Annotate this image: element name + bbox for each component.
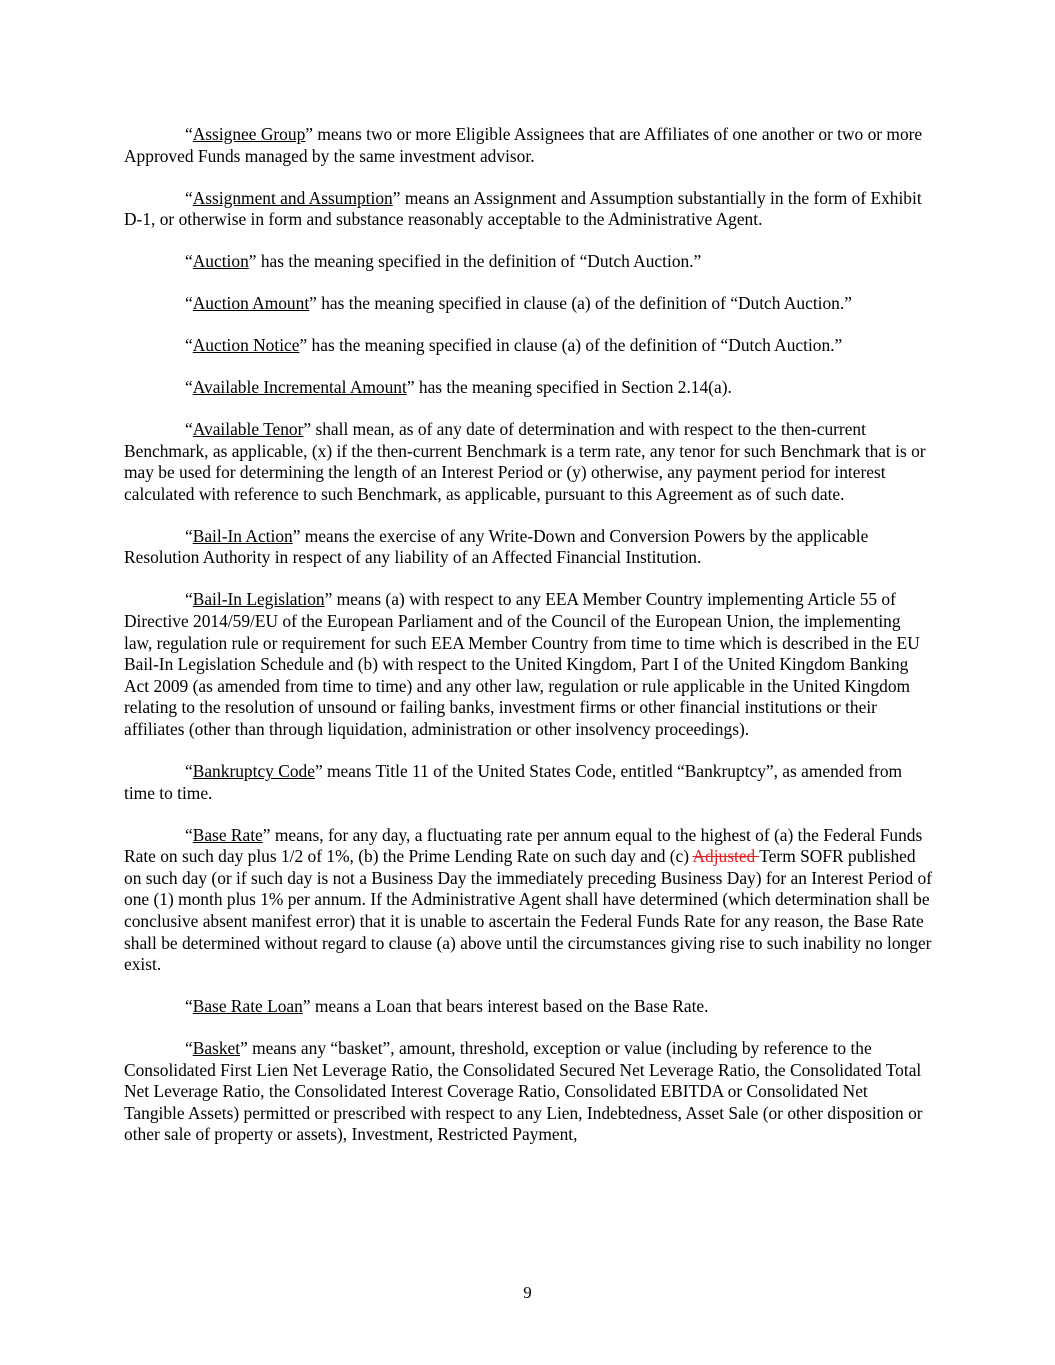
definition-available-incremental-amount: “Available Incremental Amount” has the meaning specified in Section 2.14(a). <box>185 377 732 398</box>
defined-term: Base Rate <box>192 824 263 845</box>
defined-term: Auction Amount <box>192 293 310 314</box>
deleted-text-redline: Adjusted <box>692 846 760 867</box>
definition-base-rate: “Base Rate” means, for any day, a fluctuating rate per annum equal to the highest of (a) the Federal Funds Rate on such day plus 1/2 of 1%, (b) the Prime Lending Rate on such day and (c) Adjusted Term SOFR published on such day (or if such day is not a Business Day the immediately preceding Business Day) for an Interest Period of one (1) month plus 1% per annum. If the Administrative Agent shall have determined (which determination shall be conclusive absent manifest error) that it is unable to ascertain the Federal Funds Rate for any reason, the Base Rate shall be determined without regard to clause (a) above until the circumstances giving rise to such inability no longer exist. <box>124 824 932 975</box>
definition-auction: “Auction” has the meaning specified in the definition of “Dutch Auction.” <box>185 251 702 272</box>
defined-term: Assignee Group <box>192 124 306 144</box>
definition-assignee-group: “Assignee Group” means two or more Eligible Assignees that are Affiliates of one another or two or more Approved Funds managed by the same investment advisor. <box>124 124 923 166</box>
defined-term: Bail-In Legislation <box>192 589 325 610</box>
defined-term: Assignment and Assumption <box>192 187 393 208</box>
definition-basket: “Basket” means any “basket”, amount, threshold, exception or value (including by reference to the Consolidated First Lien Net Leverage Ratio, the Consolidated Secured Net Leverage Ratio, the Consolidated Total Net Leverage Ratio, the Consolidated Interest Coverage Ratio, Consolidated EBITDA or Consolidated Net Tangible Assets) permitted or prescribed with respect to any Lien, Indebtedness, Asset Sale (or other disposition or other sale of property or assets), Investment, Restricted Payment, <box>124 1038 923 1145</box>
definition-assignment-and-assumption: “Assignment and Assumption” means an Assignment and Assumption substantially in the form of Exhibit D-1, or otherwise in form and substance reasonably acceptable to the Administrative Agent. <box>124 187 922 230</box>
defined-term: Available Tenor <box>192 419 304 440</box>
defined-term: Available Incremental Amount <box>192 377 407 398</box>
definition-bail-in-action: “Bail-In Action” means the exercise of any Write-Down and Conversion Powers by the applicable Resolution Authority in respect of any liability of an Affected Financial Institution. <box>124 525 869 568</box>
definition-available-tenor: “Available Tenor” shall mean, as of any date of determination and with respect to the then-current Benchmark, as applicable, (x) if the then-current Benchmark is a term rate, any tenor for such Benchmark that is or may be used for determining the length of an Interest Period or (y) otherwise, any payment period for interest calculated with reference to such Benchmark, as applicable, pursuant to this Agreement as of such date. <box>124 419 926 504</box>
defined-term: Base Rate Loan <box>192 996 303 1017</box>
definition-auction-amount: “Auction Amount” has the meaning specified in clause (a) of the definition of “Dutch Auction.” <box>185 293 852 314</box>
definition-base-rate-loan: “Base Rate Loan” means a Loan that bears interest based on the Base Rate. <box>185 996 709 1017</box>
defined-term: Basket <box>192 1038 241 1059</box>
defined-term: Bail-In Action <box>192 525 293 546</box>
definition-bankruptcy-code: “Bankruptcy Code” means Title 11 of the United States Code, entitled “Bankruptcy”, as amended from time to time. <box>124 760 903 803</box>
page-number: 9 <box>523 1283 532 1302</box>
defined-term: Auction <box>192 251 249 272</box>
definitions-body <box>124 124 932 1166</box>
definition-bail-in-legislation: “Bail-In Legislation” means (a) with respect to any EEA Member Country implementing Article 55 of Directive 2014/59/EU of the European Parliament and of the Council of the European Union, the implementing law, regulation rule or requirement for such EEA Member Country from time to time which is described in the EU Bail-In Legislation Schedule and (b) with respect to the United Kingdom, Part I of the United Kingdom Banking Act 2009 (as amended from time to time) and any other law, regulation or rule applicable in the United Kingdom relating to the resolution of unsound or failing banks, investment firms or other financial institutions or their affiliates (other than through liquidation, administration or other insolvency proceedings). <box>124 589 920 739</box>
defined-term: Auction Notice <box>192 335 300 356</box>
defined-term: Bankruptcy Code <box>192 760 315 781</box>
definition-auction-notice: “Auction Notice” has the meaning specified in clause (a) of the definition of “Dutch Auction.” <box>185 335 843 356</box>
